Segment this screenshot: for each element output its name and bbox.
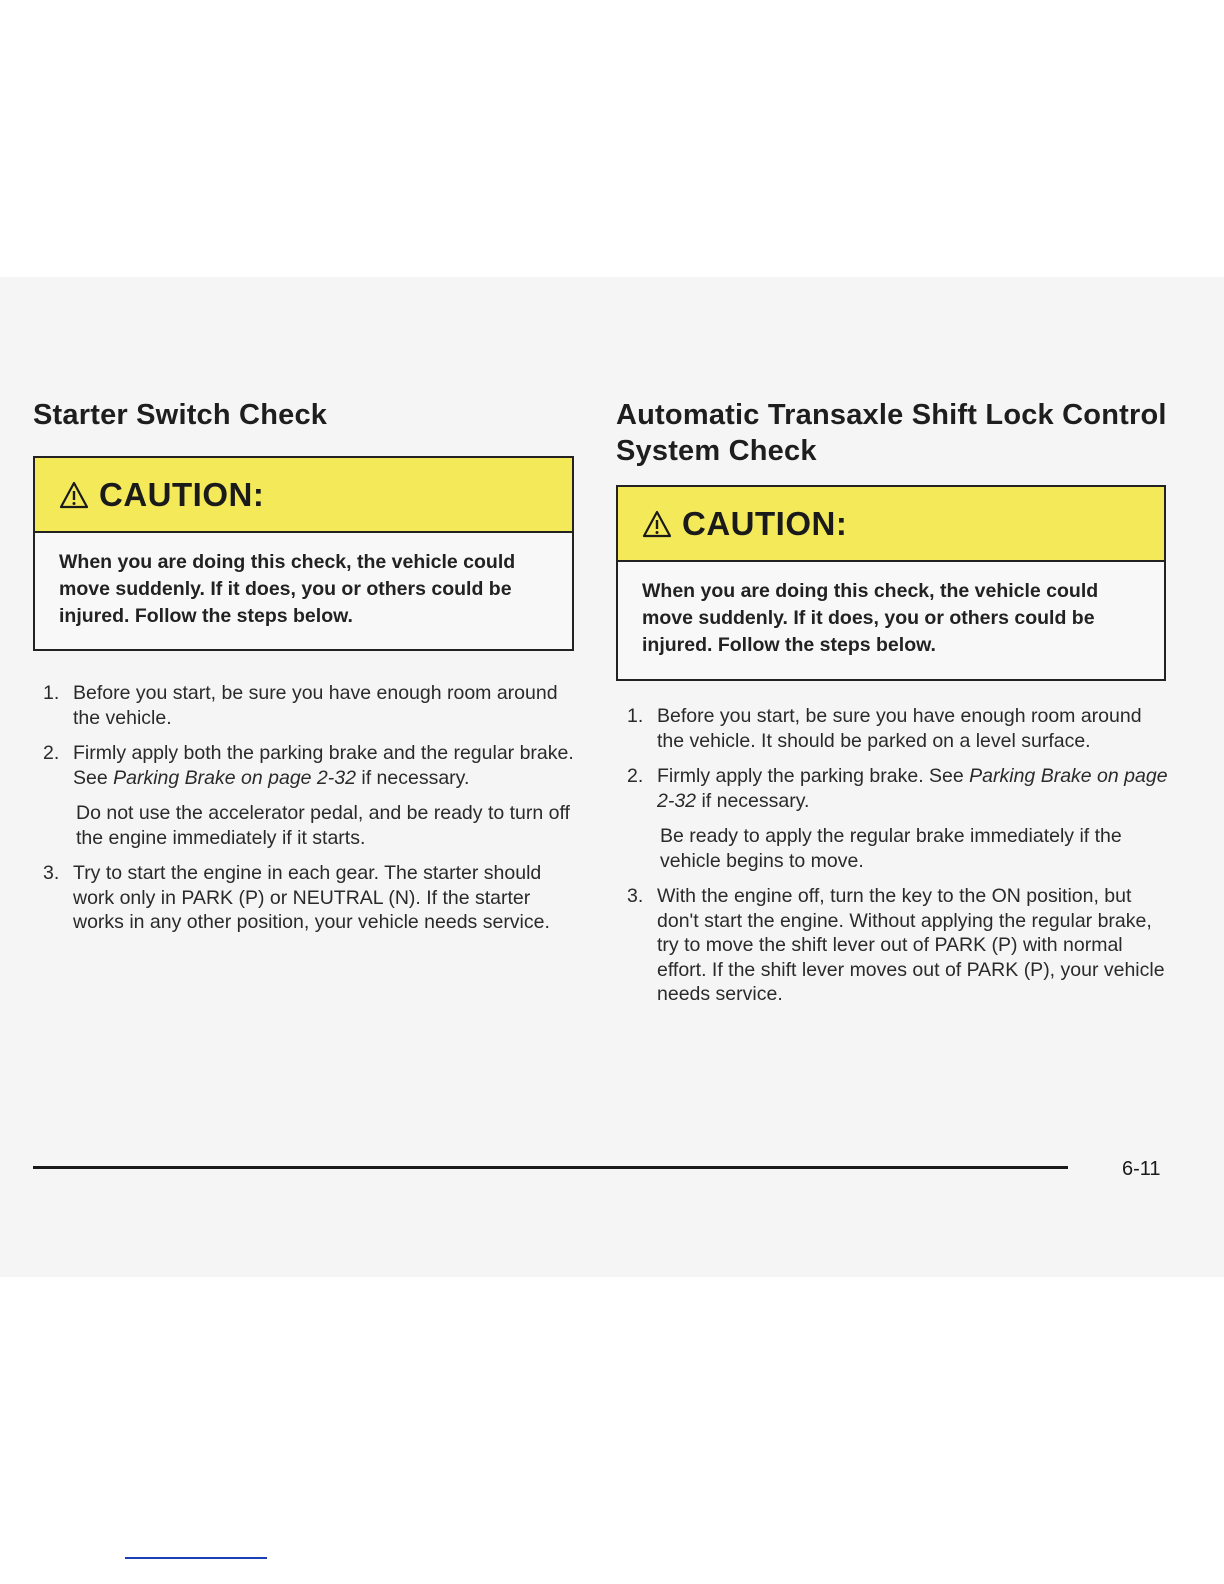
step-text-suffix: if necessary.: [696, 789, 810, 812]
page-reference-link[interactable]: Parking Brake on page 2-32: [657, 765, 1168, 812]
step-number: 1.: [43, 682, 60, 704]
step-number: 2.: [627, 765, 644, 787]
list-item: [617, 884, 1169, 1007]
left-column: [33, 397, 578, 433]
list-item: [33, 741, 578, 850]
warning-triangle-icon: [642, 510, 672, 538]
caution-box-left: [33, 456, 574, 651]
step-text: Try to start the engine in each gear. The starter should work only in PARK (P) or NEUTRAL (N). If the starter works in any other position, your vehicle needs service.: [73, 862, 550, 933]
page-number: 6-11: [1122, 1158, 1161, 1180]
bottom-link-underline[interactable]: [125, 1557, 267, 1559]
footer-divider: [33, 1166, 1068, 1169]
step-number: 1.: [627, 705, 644, 727]
caution-header: [618, 487, 1164, 562]
caution-label: CAUTION:: [99, 475, 265, 513]
step-text: With the engine off, turn the key to the ON position, but don't start the engine. Without applying the regular brake, try to move the shift lever out of PARK (P) with normal effort. If the shift lever moves out of PARK (P), your vehicle needs service.: [657, 885, 1165, 1005]
list-item: [33, 681, 578, 730]
caution-box-right: [616, 485, 1166, 681]
step-text-suffix: if necessary.: [355, 766, 470, 789]
list-item: [33, 861, 578, 935]
step-note: Do not use the accelerator pedal, and be ready to turn off the engine immediately if it starts.: [76, 802, 570, 849]
section-title-starter-switch: Starter Switch Check: [33, 399, 328, 431]
step-number: 2.: [43, 742, 60, 764]
caution-text: When you are doing this check, the vehicle could move suddenly. If it does, you or others could be injured. Follow the steps below.: [59, 551, 516, 627]
caution-text: When you are doing this check, the vehicle could move suddenly. If it does, you or others could be injured. Follow the steps below.: [642, 580, 1099, 656]
warning-triangle-icon: [59, 481, 89, 509]
step-text: Firmly apply the parking brake. See: [657, 765, 970, 787]
list-item: [617, 704, 1169, 753]
step-note: Be ready to apply the regular brake immediately if the vehicle begins to move.: [660, 825, 1122, 872]
step-number: 3.: [43, 862, 60, 884]
right-steps-list: [617, 704, 1169, 1018]
caution-label: CAUTION:: [682, 504, 848, 542]
step-number: 3.: [627, 885, 644, 907]
left-steps-list: [33, 681, 578, 946]
section-title-shift-lock: Automatic Transaxle Shift Lock Control System Check: [616, 399, 1167, 467]
page-reference-link[interactable]: Parking Brake on page 2-32: [113, 766, 356, 789]
step-text: Before you start, be sure you have enough room around the vehicle.: [73, 682, 558, 729]
right-column: [616, 397, 1168, 469]
step-text: Firmly apply both the parking brake and the regular brake. See: [73, 742, 574, 789]
caution-header: [35, 458, 572, 533]
list-item: [617, 764, 1169, 873]
step-text: Before you start, be sure you have enough room around the vehicle. It should be parked on a level surface.: [657, 705, 1142, 752]
